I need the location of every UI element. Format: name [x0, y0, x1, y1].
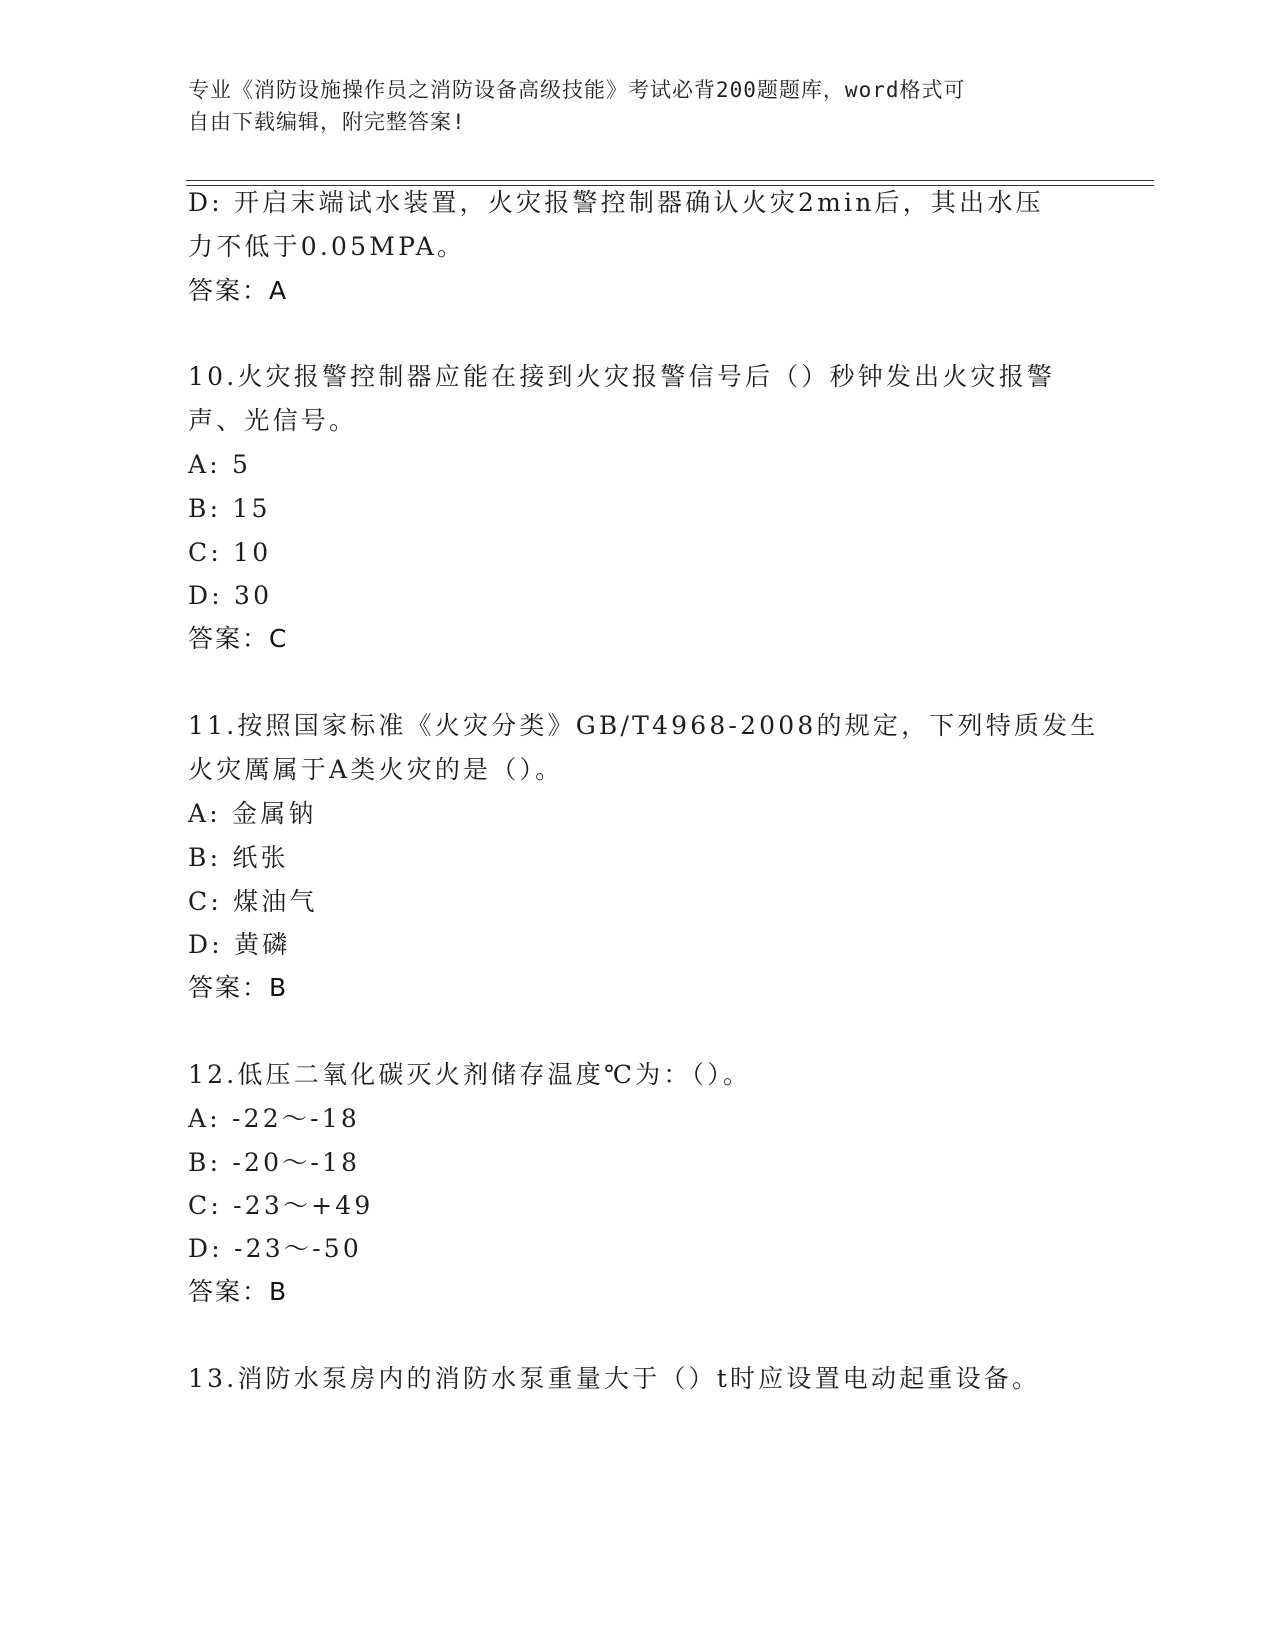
- header-divider-top: [186, 180, 1154, 181]
- q12-option-c: C: -23～+49: [188, 1191, 374, 1220]
- q9-option-d-line-1: D: 开启末端试水装置，火灾报警控制器确认火灾2min后，其出水压: [188, 188, 1044, 217]
- q13-stem-line-1: 13.消防水泵房内的消防水泵重量大于（）t时应设置电动起重设备。: [188, 1364, 1041, 1393]
- q12-option-d: D: -23～-50: [188, 1234, 362, 1263]
- header-title-line-1: 专业《消防设施操作员之消防设备高级技能》考试必背200题题库，word格式可: [188, 78, 966, 102]
- q10-option-c: C: 10: [188, 538, 272, 567]
- q11-stem-line-2: 火灾厲属于A类火灾的是（）。: [188, 755, 564, 784]
- q11-option-c: C: 煤油气: [188, 887, 318, 916]
- q11-stem-line-1: 11.按照国家标准《火灾分类》GB/T4968-2008的规定，下列特质发生: [188, 711, 1099, 740]
- q12-option-b: B: -20～-18: [188, 1148, 361, 1177]
- q9-option-d-line-2: 力不低于0.05MPA。: [188, 232, 466, 261]
- q10-answer: 答案：C: [188, 624, 289, 653]
- q12-option-a: A: -22～-18: [188, 1104, 360, 1133]
- document-header: [188, 74, 1068, 138]
- q12-stem-line-1: 12.低压二氧化碳灭火剂储存温度℃为：（）。: [188, 1060, 752, 1089]
- q10-option-d: D: 30: [188, 581, 273, 610]
- header-title-line-2: 自由下载编辑，附完整答案!: [188, 110, 466, 134]
- header-divider-bottom: [186, 185, 1154, 186]
- q11-option-a: A: 金属钠: [188, 799, 317, 828]
- q11-answer: 答案：B: [188, 973, 289, 1002]
- q10-stem-line-1: 10.火灾报警控制器应能在接到火灾报警信号后（）秒钟发出火灾报警: [188, 362, 1056, 391]
- q10-option-a: A: 5: [188, 450, 252, 479]
- q11-option-b: B: 纸张: [188, 843, 289, 872]
- q11-option-d: D: 黄磷: [188, 930, 291, 959]
- q10-option-b: B: 15: [188, 494, 271, 523]
- q12-answer: 答案：B: [188, 1277, 289, 1306]
- q9-answer: 答案：A: [188, 276, 289, 305]
- q10-stem-line-2: 声、光信号。: [188, 406, 358, 435]
